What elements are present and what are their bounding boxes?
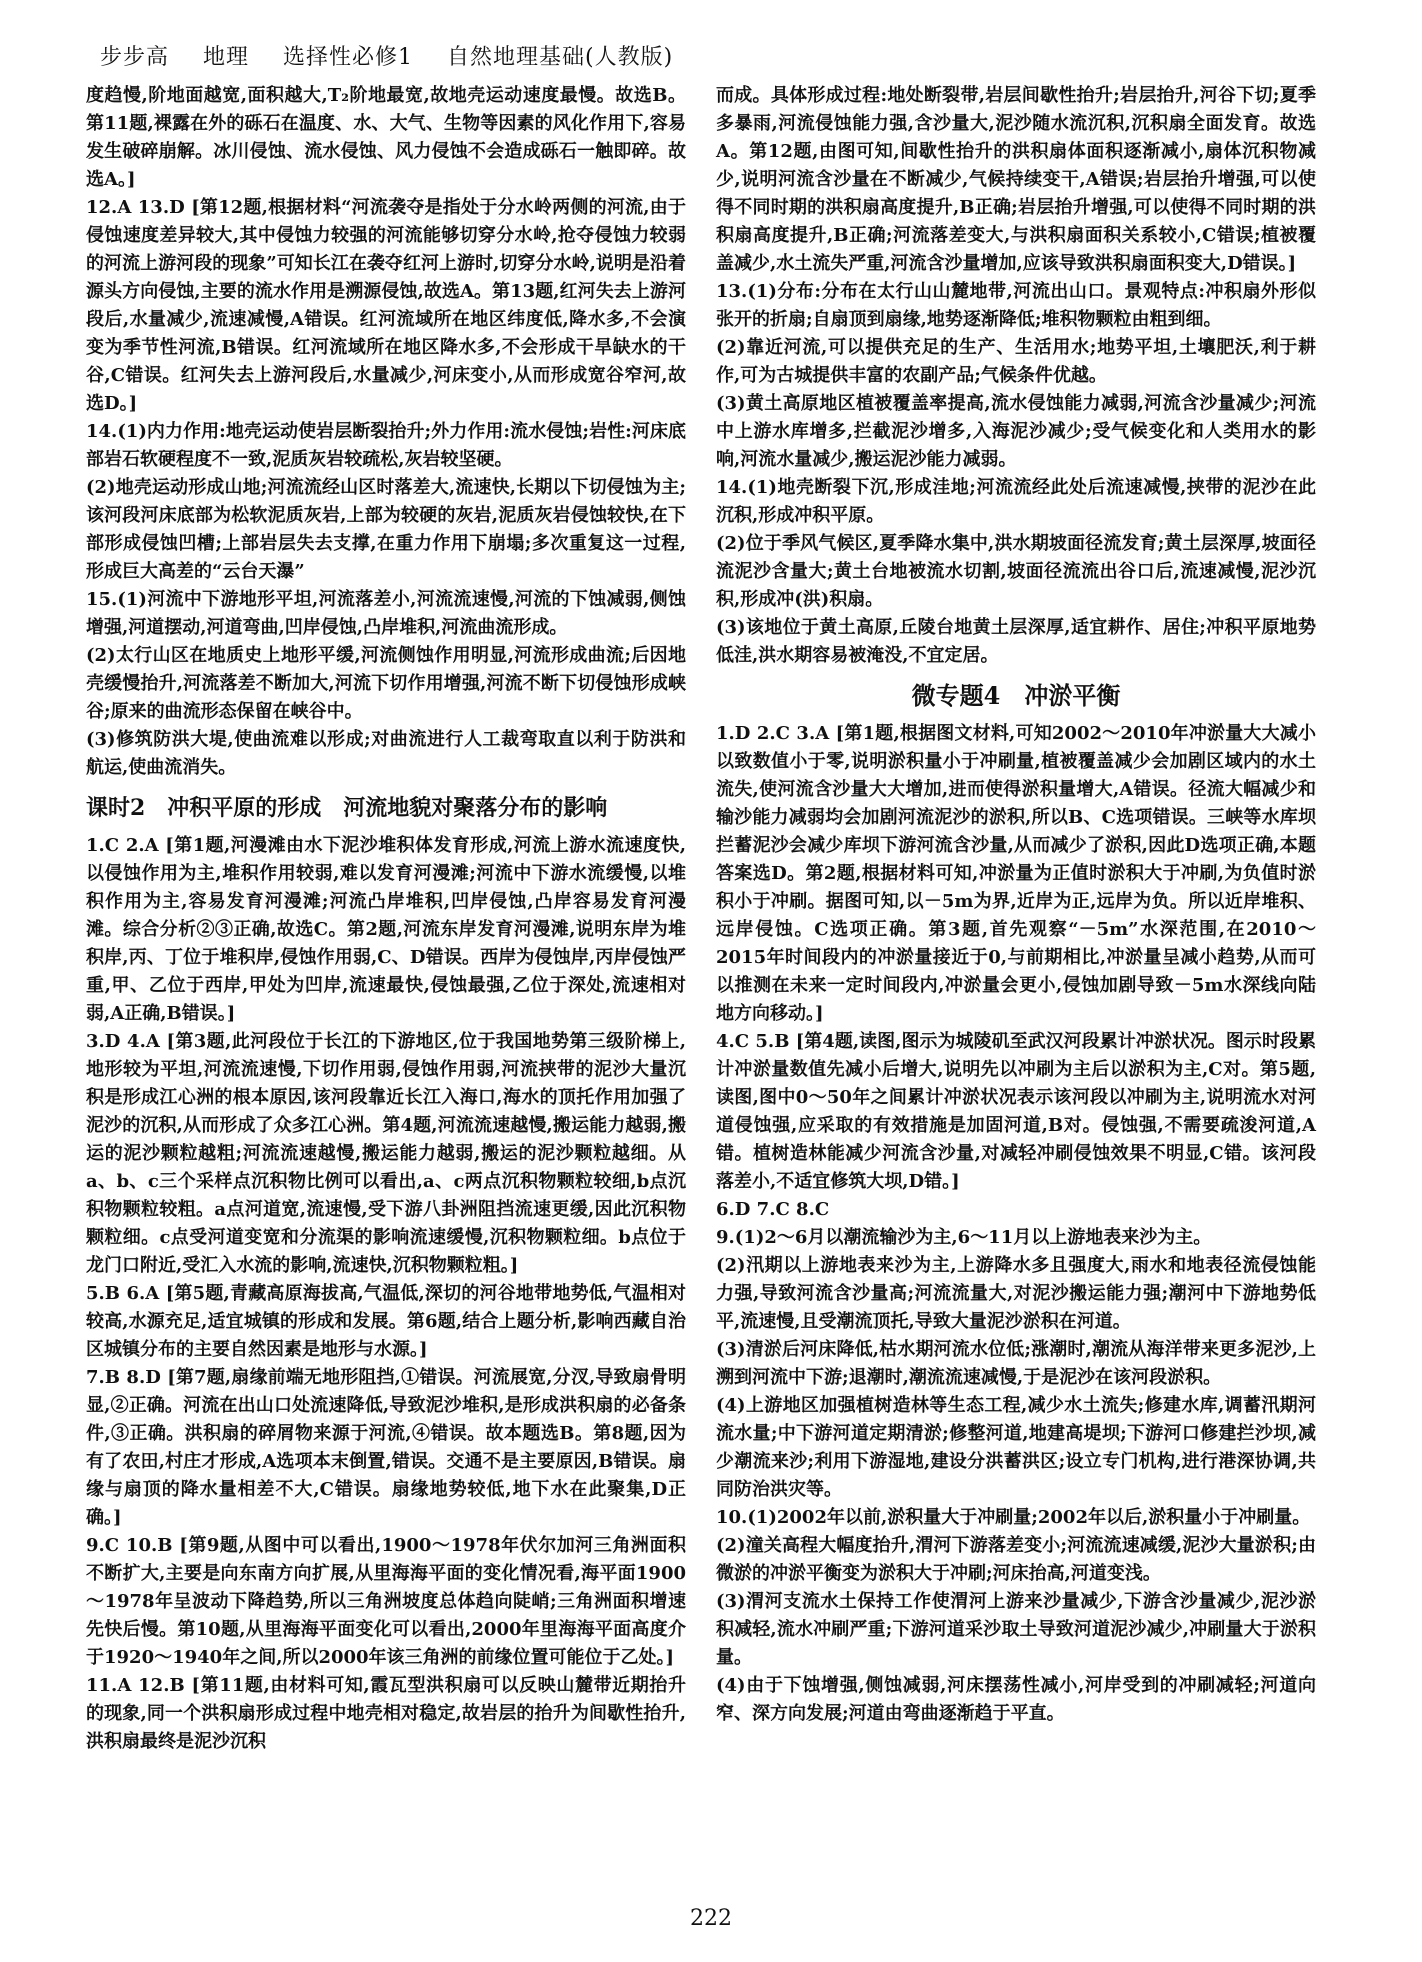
answer-paragraph: 9.(1)2～6月以潮流输沙为主,6～11月以上游地表来沙为主。 — [716, 1227, 1212, 1248]
answer-paragraph: (3)该地位于黄土高原,丘陵台地黄土层深厚,适宜耕作、居住;冲积平原地势低洼,洪水期容易被淹没,不宜定居。 — [716, 617, 1316, 666]
edition-name: 自然地理基础(人教版) — [447, 45, 674, 70]
series-name: 步步高 — [100, 45, 170, 70]
answer-paragraph: (2)地壳运动形成山地;河流流经山区时落差大,流速快,长期以下切侵蚀为主;该河段河床底部为松软泥质灰岩,上部为较硬的灰岩,泥质灰岩侵蚀较快,在下部形成侵蚀凹槽;上部岩层失去支撑,在重力作用下崩塌;多次重复这一过程,形成巨大高差的“云台天瀑” — [86, 477, 686, 582]
answer-paragraph: 10.(1)2002年以前,淤积量大于冲刷量;2002年以后,淤积量小于冲刷量。 — [716, 1507, 1311, 1528]
answer-paragraph: (3)渭河支流水土保持工作使渭河上游来沙量减少,下游含沙量减少,泥沙淤积减轻,流水冲刷严重;下游河道采沙取土导致河道泥沙减少,冲刷量大于淤积量。 — [716, 1591, 1316, 1668]
answer-paragraph: (2)汛期以上游地表来沙为主,上游降水多且强度大,雨水和地表径流侵蚀能力强,导致河流含沙量高;河流流量大,对泥沙搬运能力强;潮河中下游地势低平,流速慢,且受潮流顶托,导致大量泥沙淤积在河道。 — [716, 1255, 1316, 1332]
answer-paragraph: 14.(1)地壳断裂下沉,形成洼地;河流流经此处后流速减慢,挟带的泥沙在此沉积,形成冲积平原。 — [716, 477, 1316, 526]
answer-paragraph: 11.A 12.B [第11题,由材料可知,霞瓦型洪积扇可以反映山麓带近期抬升的现象,同一个洪积扇形成过程中地壳相对稳定,故岩层的抬升为间歇性抬升,洪积扇最终是泥沙沉积 — [86, 1675, 686, 1752]
answer-paragraph: 7.B 8.D [第7题,扇缘前端无地形阻挡,①错误。河流展宽,分汊,导致扇骨明显,②正确。河流在出山口处流速降低,导致泥沙堆积,是形成洪积扇的必备条件,③正确。洪积扇的碎屑物来源于河流,④错误。故本题选B。第8题,因为有了农田,村庄才形成,A选项本末倒置,错误。交通不是主要原因,B错误。扇缘与扇顶的降水量相差不大,C错误。扇缘地势较低,地下水在此聚集,D正确。] — [86, 1367, 686, 1528]
answer-paragraph: 1.C 2.A [第1题,河漫滩由水下泥沙堆积体发育形成,河流上游水流速度快,以侵蚀作用为主,堆积作用较弱,难以发育河漫滩;河流中下游水流缓慢,以堆积作用为主,容易发育河漫滩;河流凸岸堆积,凹岸侵蚀,凸岸容易发育河漫滩。综合分析②③正确,故选C。第2题,河流东岸发育河漫滩,说明东岸为堆积岸,丙、丁位于堆积岸,侵蚀作用弱,C、D错误。西岸为侵蚀岸,丙岸侵蚀严重,甲、乙位于西岸,甲处为凹岸,流速最快,侵蚀最强,乙位于深处,流速相对弱,A正确,B错误。] — [86, 835, 686, 1024]
answer-paragraph: (2)太行山区在地质史上地形平缓,河流侧蚀作用明显,河流形成曲流;后因地壳缓慢抬升,河流落差不断加大,河流下切作用增强,河流不断下切侵蚀形成峡谷;原来的曲流形态保留在峡谷中。 — [86, 645, 686, 722]
answer-paragraph: 13.(1)分布:分布在太行山山麓地带,河流出山口。景观特点:冲积扇外形似张开的折扇;自扇顶到扇缘,地势逐渐降低;堆积物颗粒由粗到细。 — [716, 281, 1316, 330]
answer-paragraph: 1.D 2.C 3.A [第1题,根据图文材料,可知2002～2010年冲淤量大大减小以致数值小于零,说明淤积量小于冲刷量,植被覆盖减少会加剧区域内的水土流失,使河流含沙量大大增加,进而使得淤积量增大,A错误。径流大幅减少和输沙能力减弱均会加剧河流泥沙的淤积,所以B、C选项错误。三峡等水库坝拦蓄泥沙会减少库坝下游河流含沙量,从而减少了淤积,因此D选项正确,本题答案选D。第2题,根据材料可知,冲淤量为正值时淤积大于冲刷,为负值时淤积小于冲刷。据图可知,以－5m为界,近岸为正,远岸为负。所以近岸堆积、远岸侵蚀。C选项正确。第3题,首先观察“－5m”水深范围,在2010～2015年时间段内的冲淤量接近于0,与前期相比,冲淤量呈减小趋势,从而可以推测在未来一定时间段内,冲淤量会更小,侵蚀加剧导致－5m水深线向陆地方向移动。] — [716, 723, 1316, 1024]
answer-paragraph: 6.D 7.C 8.C — [716, 1199, 830, 1220]
answer-paragraph: (3)修筑防洪大堤,使曲流难以形成;对曲流进行人工裁弯取直以利于防洪和航运,使曲流消失。 — [86, 729, 686, 778]
answer-paragraph: 9.C 10.B [第9题,从图中可以看出,1900～1978年伏尔加河三角洲面积不断扩大,主要是向东南方向扩展,从里海海平面的变化情况看,海平面1900～1978年呈波动下降趋势,所以三角洲坡度总体趋向陡峭;三角洲面积增速先快后慢。第10题,从里海海平面变化可以看出,2000年里海海平面高度介于1920～1940年之间,所以2000年该三角洲的前缘位置可能位于乙处。] — [86, 1535, 686, 1668]
answer-paragraph: 12.A 13.D [第12题,根据材料“河流袭夺是指处于分水岭两侧的河流,由于侵蚀速度差异较大,其中侵蚀力较强的河流能够切穿分水岭,抢夺侵蚀力较弱的河流上游河段的现象”可知长江在袭夺红河上游时,切穿分水岭,说明是沿着源头方向侵蚀,主要的流水作用是溯源侵蚀,故选A。第13题,红河失去上游河段后,水量减少,流速减慢,A错误。红河流域所在地区纬度低,降水多,不会演变为季节性河流,B错误。红河流域所在地区降水多,不会形成干旱缺水的干谷,C错误。红河失去上游河段后,水量减少,河床变小,从而形成宽谷窄河,故选D。] — [86, 197, 686, 414]
answer-paragraph: 4.C 5.B [第4题,读图,图示为城陵矶至武汉河段累计冲淤状况。图示时段累计冲淤量数值先减小后增大,说明先以冲刷为主后以淤积为主,C对。第5题,读图,图中0～50年之间累计冲淤状况表示该河段以冲刷为主,说明流水对河道侵蚀强,应采取的有效措施是加固河道,B对。侵蚀强,不需要疏浚河道,A错。植树造林能减少河流含沙量,对减轻冲刷侵蚀效果不明显,C错。该河段落差小,不适宜修筑大坝,D错。] — [716, 1031, 1316, 1192]
answer-paragraph: 14.(1)内力作用:地壳运动使岩层断裂抬升;外力作用:流水侵蚀;岩性:河床底部岩石软硬程度不一致,泥质灰岩较疏松,灰岩较坚硬。 — [86, 421, 686, 470]
answer-paragraph: (3)清淤后河床降低,枯水期河流水位低;涨潮时,潮流从海洋带来更多泥沙,上溯到河流中下游;退潮时,潮流流速减慢,于是泥沙在该河段淤积。 — [716, 1339, 1316, 1388]
answer-paragraph: 3.D 4.A [第3题,此河段位于长江的下游地区,位于我国地势第三级阶梯上,地形较为平坦,河流流速慢,下切作用弱,侵蚀作用弱,河流挟带的泥沙大量沉积是形成江心洲的根本原因,该河段靠近长江入海口,海水的顶托作用加强了泥沙的沉积,从而形成了众多江心洲。第4题,河流流速越慢,搬运能力越弱,搬运的泥沙颗粒越粗;河流流速越慢,搬运能力越弱,搬运的泥沙颗粒越细。从a、b、c三个采样点沉积物比例可以看出,a、c两点沉积物颗粒较细,b点沉积物颗粒较粗。a点河道宽,流速慢,受下游八卦洲阻挡流速更缓,因此沉积物颗粒细。c点受河道变宽和分流渠的影响流速缓慢,沉积物颗粒细。b点位于龙门口附近,受汇入水流的影响,流速快,沉积物颗粒粗。] — [86, 1031, 686, 1276]
answer-paragraph: (2)靠近河流,可以提供充足的生产、生活用水;地势平坦,土壤肥沃,利于耕作,可为古城提供丰富的农副产品;气候条件优越。 — [716, 337, 1316, 386]
section-title-lesson2: 课时2 冲积平原的形成 河流地貌对聚落分布的影响 — [86, 795, 608, 821]
answer-paragraph: 而成。具体形成过程:地处断裂带,岩层间歇性抬升;岩层抬升,河谷下切;夏季多暴雨,河流侵蚀能力强,含沙量大,泥沙随水流沉积,沉积扇全面发育。故选A。第12题,由图可知,间歇性抬升的洪积扇体面积逐渐减小,扇体沉积物减少,说明河流含沙量在不断减少,气候持续变干,A错误;岩层抬升增强,可以使得不同时期的洪积扇高度提升,B正确;岩层抬升增强,可以使得不同时期的洪积扇高度提升,B正确;河流落差变大,与洪积扇面积关系较小,C错误;植被覆盖减少,水土流失严重,河流含沙量增加,应该导致洪积扇面积变大,D错误。] — [716, 85, 1316, 274]
answer-paragraph: 15.(1)河流中下游地形平坦,河流落差小,河流流速慢,河流的下蚀减弱,侧蚀增强,河道摆动,河道弯曲,凹岸侵蚀,凸岸堆积,河流曲流形成。 — [86, 589, 686, 638]
section-title-topic4: 微专题4 冲淤平衡 — [911, 681, 1121, 710]
answer-paragraph: (2)潼关高程大幅度抬升,渭河下游落差变小;河流流速减缓,泥沙大量淤积;由微淤的冲淤平衡变为淤积大于冲刷;河床抬高,河道变浅。 — [716, 1535, 1316, 1584]
page-header — [100, 40, 699, 71]
answer-paragraph: (3)黄土高原地区植被覆盖率提高,流水侵蚀能力减弱,河流含沙量减少;河流中上游水库增多,拦截泥沙增多,入海泥沙减少;受气候变化和人类用水的影响,河流水量减少,搬运泥沙能力减弱。 — [716, 393, 1316, 470]
book-name: 选择性必修1 — [283, 45, 414, 70]
answer-paragraph: (2)位于季风气候区,夏季降水集中,洪水期坡面径流发育;黄土层深厚,坡面径流泥沙含量大;黄土台地被流水切割,坡面径流流出谷口后,流速减慢,泥沙沉积,形成冲(洪)积扇。 — [716, 533, 1316, 610]
answer-paragraph: (4)由于下蚀增强,侧蚀减弱,河床摆荡性减小,河岸受到的冲刷减轻;河道向窄、深方向发展;河道由弯曲逐渐趋于平直。 — [716, 1675, 1316, 1724]
answer-paragraph: 度趋慢,阶地面越宽,面积越大,T₂阶地最宽,故地壳运动速度最慢。故选B。第11题,裸露在外的砾石在温度、水、大气、生物等因素的风化作用下,容易发生破碎崩解。冰川侵蚀、流水侵蚀、风力侵蚀不会造成砾石一触即碎。故选A。] — [86, 85, 686, 190]
page-number: 222 — [690, 1906, 732, 1931]
right-column — [716, 82, 1316, 1728]
answer-paragraph: (4)上游地区加强植树造林等生态工程,减少水土流失;修建水库,调蓄汛期河流水量;中下游河道定期清淤;修整河道,地建高堤坝;下游河口修建拦沙坝,减少潮流来沙;利用下游湿地,建设分洪蓄洪区;设立专门机构,进行港深协调,共同防治洪灾等。 — [716, 1395, 1316, 1500]
left-column — [86, 82, 686, 1756]
subject-name: 地理 — [203, 45, 250, 70]
answer-paragraph: 5.B 6.A [第5题,青藏高原海拔高,气温低,深切的河谷地带地势低,气温相对较高,水源充足,适宜城镇的形成和发展。第6题,结合上题分析,影响西藏自治区城镇分布的主要自然因素是地形与水源。] — [86, 1283, 686, 1360]
